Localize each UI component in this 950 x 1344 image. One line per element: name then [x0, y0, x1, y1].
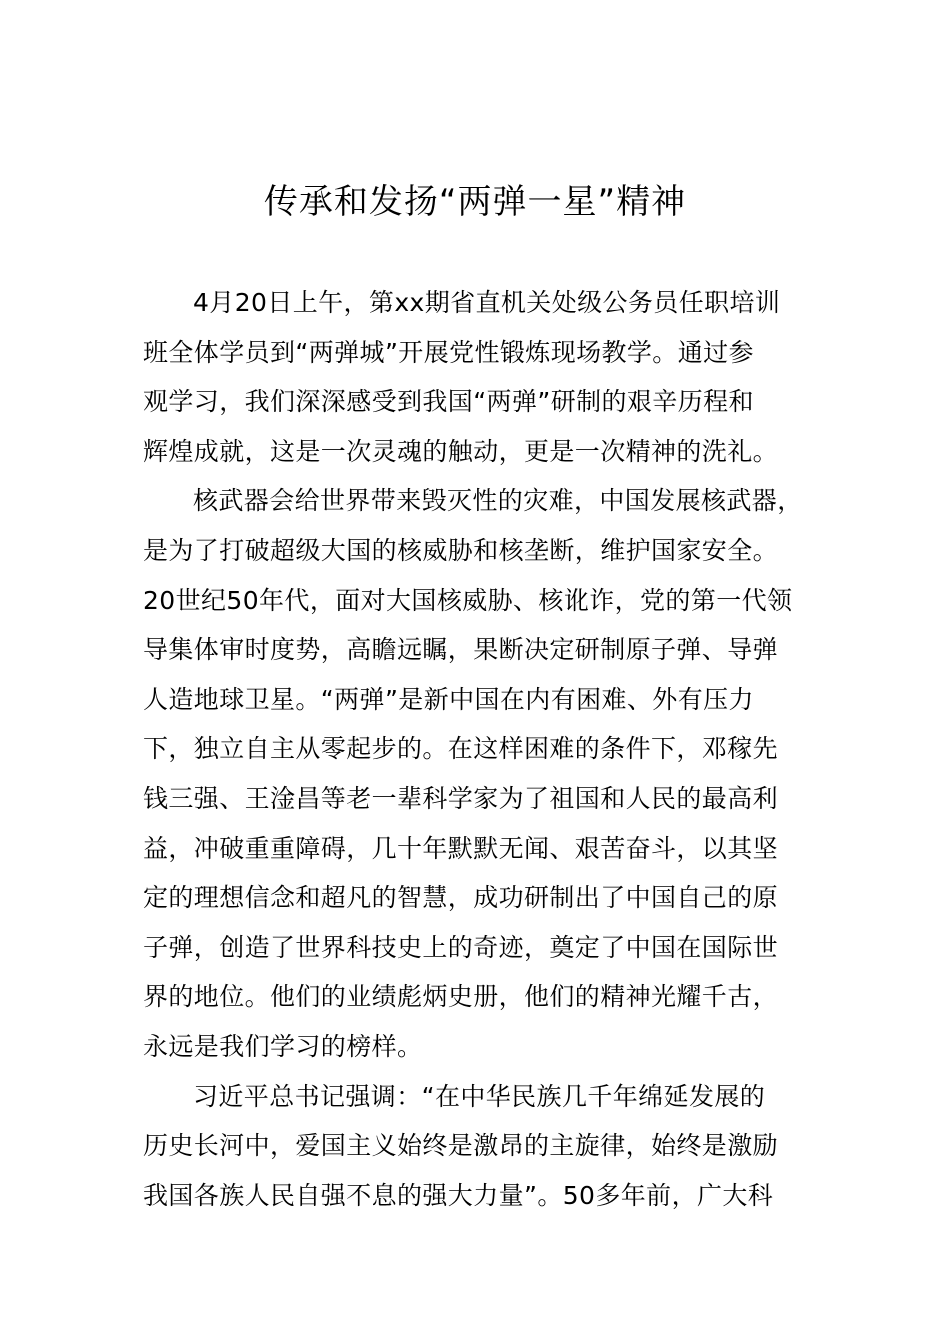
paragraph-line: 班全体学员到“两弹城”开展党性锻炼现场教学。通过参: [143, 337, 754, 367]
document-title: 传承和发扬“两弹一星”精神: [263, 182, 687, 222]
paragraph-line: 历史长河中，爱国主义始终是激昂的主旋律，始终是激励: [143, 1131, 779, 1161]
paragraph-line: 核武器会给世界带来毁灭性的灾难，中国发展核武器，: [193, 486, 803, 516]
paragraph-line: 益，冲破重重障碍，几十年默默无闻、艰苦奋斗，以其坚: [143, 833, 779, 863]
paragraph-line: 4月20日上午，第xx期省直机关处级公务员任职培训: [193, 288, 781, 317]
paragraph-line: 习近平总书记强调：“在中华民族几千年绵延发展的: [193, 1081, 766, 1111]
paragraph-line: 20世纪50年代，面对大国核威胁、核讹诈，党的第一代领: [143, 585, 793, 615]
paragraph-line: 界的地位。他们的业绩彪炳史册，他们的精神光耀千古，: [143, 982, 779, 1012]
paragraph-line: 辉煌成就，这是一次灵魂的触动，更是一次精神的洗礼。: [143, 436, 779, 466]
paragraph-line: 钱三强、王淦昌等老一辈科学家为了祖国和人民的最高利: [143, 783, 779, 813]
paragraph-line: 子弹，创造了世界科技史上的奇迹，奠定了中国在国际世: [143, 932, 779, 962]
paragraph-line: 导集体审时度势，高瞻远瞩，果断决定研制原子弹、导弹: [143, 635, 779, 665]
paragraph-line: 定的理想信念和超凡的智慧，成功研制出了中国自己的原: [143, 883, 779, 913]
paragraph-line: 永远是我们学习的榜样。: [143, 1031, 423, 1061]
paragraph-line: 观学习，我们深深感受到我国“两弹”研制的艰辛历程和: [143, 387, 754, 417]
paragraph-line: 人造地球卫星。“两弹”是新中国在内有困难、外有压力: [143, 684, 754, 714]
paragraph-line: 是为了打破超级大国的核威胁和核垄断，维护国家安全。: [143, 535, 779, 565]
document-body: [143, 278, 833, 1220]
paragraph-line: 我国各族人民自强不息的强大力量”。50多年前，广大科: [143, 1180, 774, 1210]
paragraph-line: 下，独立自主从零起步的。在这样困难的条件下，邓稼先: [143, 734, 779, 764]
